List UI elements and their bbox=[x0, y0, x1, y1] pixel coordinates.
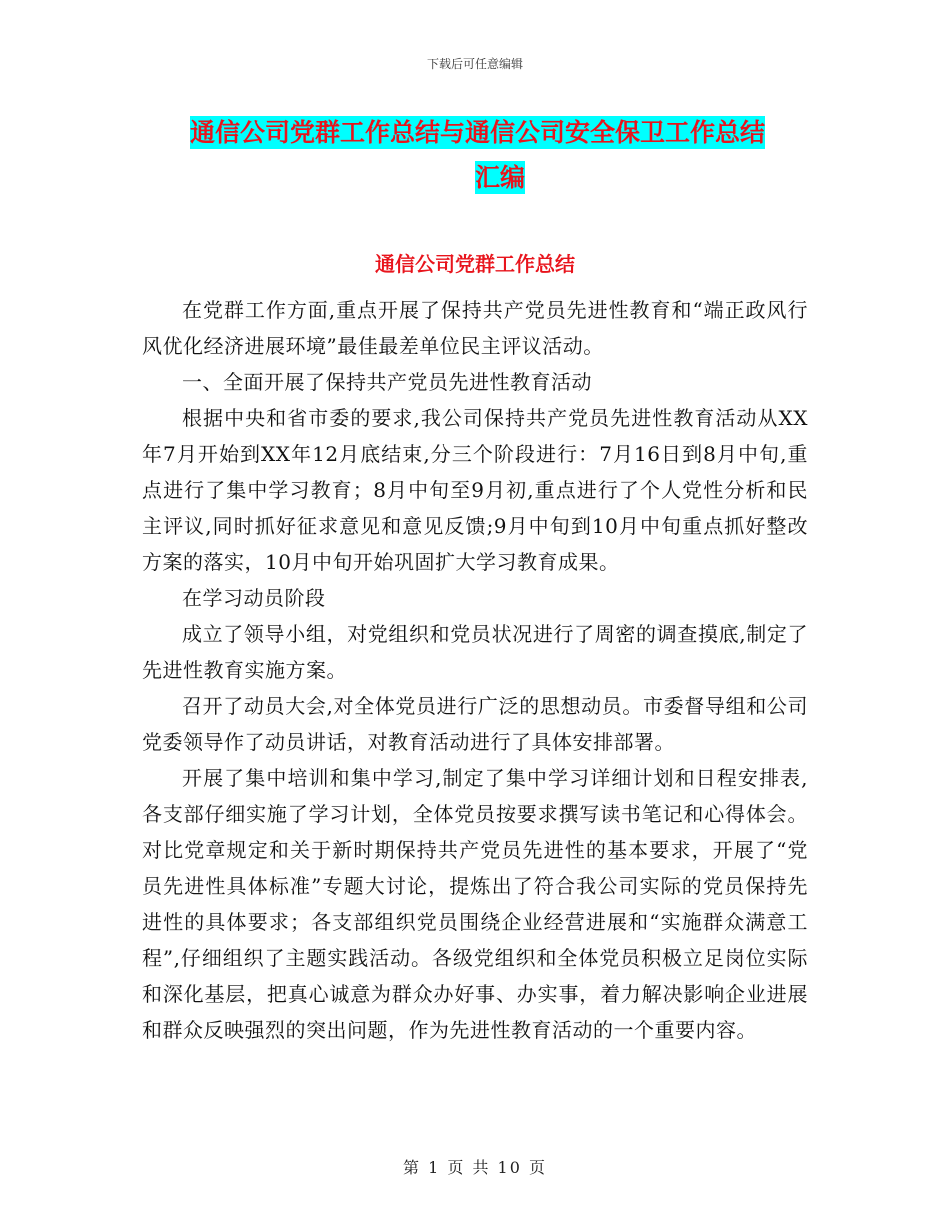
document-body bbox=[142, 292, 808, 1048]
page-footer: 第 1 页 共 10 页 bbox=[403, 1158, 547, 1177]
body-paragraph: 开展了集中培训和集中学习,制定了集中学习详细计划和日程安排表,各支部仔细实施了学习计划，全体党员按要求撰写读书笔记和心得体会。对比党章规定和关于新时期保持共产党员先进性的基本要求，开展了“党员先进性具体标准”专题大讨论，提炼出了符合我公司实际的党员保持先进性的具体要求；各支部组织党员围绕企业经营进展和“实施群众满意工程”,仔细组织了主题实践活动。各级党组织和全体党员积极立足岗位实际和深化基层，把真心诚意为群众办好事、办实事，着力解决影响企业进展和群众反映强烈的突出问题，作为先进性教育活动的一个重要内容。 bbox=[142, 766, 808, 1042]
title-highlight: 通信公司党群工作总结与通信公司安全保卫工作总结 bbox=[190, 118, 766, 147]
body-paragraph: 召开了动员大会,对全体党员进行广泛的思想动员。市委督导组和公司党委领导作了动员讲话，对教育活动进行了具体安排部署。 bbox=[142, 694, 808, 754]
section-title: 通信公司党群工作总结 bbox=[375, 252, 575, 276]
body-paragraph: 在党群工作方面,重点开展了保持共产党员先进性教育和“端正政风行风优化经济进展环境”最佳最差单位民主评议活动。 bbox=[142, 298, 808, 358]
body-subheading: 在学习动员阶段 bbox=[182, 586, 326, 610]
document-title-line2 bbox=[190, 155, 810, 200]
title-highlight: 汇编 bbox=[474, 163, 525, 192]
page-header-note: 下载后可任意编辑 bbox=[426, 57, 523, 71]
body-paragraph: 根据中央和省市委的要求,我公司保持共产党员先进性教育活动从XX年7月开始到XX年12月底结束,分三个阶段进行：7月16日到8月中旬,重点进行了集中学习教育；8月中旬至9月初,重点进行了个人党性分析和民主评议,同时抓好征求意见和意见反馈;9月中旬到10月中旬重点抓好整改方案的落实，10月中旬开始巩固扩大学习教育成果。 bbox=[142, 406, 808, 574]
body-heading: 一、全面开展了保持共产党员先进性教育活动 bbox=[182, 370, 592, 394]
document-title-line1 bbox=[190, 110, 810, 155]
body-paragraph: 成立了领导小组，对党组织和党员状况进行了周密的调查摸底,制定了先进性教育实施方案。 bbox=[142, 622, 808, 682]
document-title bbox=[190, 110, 810, 200]
